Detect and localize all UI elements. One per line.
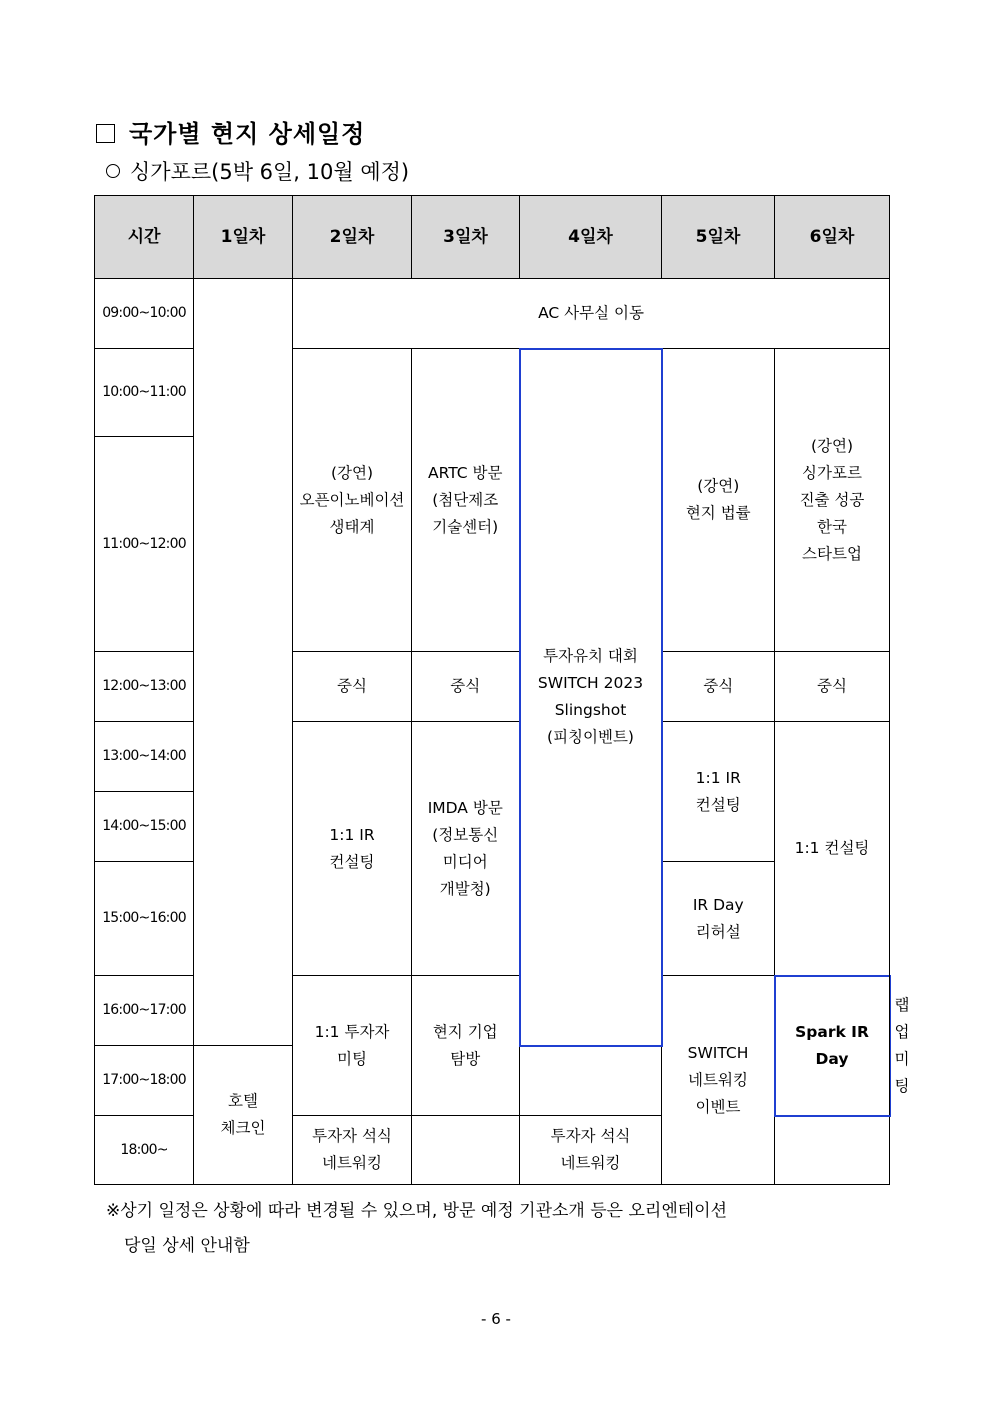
- header-time: 시간: [95, 196, 194, 279]
- cell-text: (강연) 싱가포르 진출 성공 한국 스타트업: [799, 436, 865, 563]
- header-day6: 6일차: [775, 196, 890, 279]
- time-cell: 09:00~10:00: [95, 279, 194, 349]
- day5-lecture-cell: [662, 349, 775, 652]
- cell-text: 1:1 투자자 미팅: [314, 1022, 390, 1068]
- ac-move-cell: AC 사무실 이동: [293, 279, 890, 349]
- header-day2: 2일차: [293, 196, 412, 279]
- day3-lunch-cell: 중식: [412, 652, 520, 722]
- header-day4: 4일차: [520, 196, 662, 279]
- day1-hotel-cell: [194, 1046, 293, 1185]
- day1-empty-cell: [194, 279, 293, 1046]
- cell-text: 투자자 석식 네트워킹: [550, 1127, 631, 1172]
- time-cell: 13:00~14:00: [95, 722, 194, 792]
- header-day5: 5일차: [662, 196, 775, 279]
- cell-text: 호텔 체크인: [220, 1092, 266, 1137]
- time-cell: 15:00~16:00: [95, 862, 194, 976]
- day3-artc-cell: [412, 349, 520, 652]
- cell-text: 현지 기업 탐방: [432, 1022, 498, 1068]
- day2-ir-cell: [293, 722, 412, 976]
- day6-consult-cell: 1:1 컨설팅: [775, 722, 890, 976]
- checkbox-square-icon: [96, 124, 115, 143]
- day2-lunch-cell: 중식: [293, 652, 412, 722]
- heading-text: 국가별 현지 상세일정: [129, 120, 366, 148]
- cell-text: 1:1 IR 컨설팅: [329, 825, 375, 871]
- day4-switch-cell: [520, 349, 662, 1046]
- cell-text: 투자자 석식 네트워킹: [312, 1127, 392, 1172]
- cell-text: SWITCH 네트워킹 이벤트: [687, 1043, 749, 1116]
- cell-text: (강연) 현지 법률: [685, 477, 751, 522]
- section-heading: [96, 114, 365, 149]
- circle-bullet-icon: [106, 164, 120, 178]
- day4-network-cell: [662, 976, 775, 1185]
- page-number: - 6 -: [481, 1310, 511, 1328]
- day5-dinner-cell: [520, 1116, 662, 1185]
- day5-lunch-cell: 중식: [662, 652, 775, 722]
- time-cell: 11:00~12:00: [95, 437, 194, 652]
- day3-empty-cell: [412, 1116, 520, 1185]
- day6-lecture-cell: [775, 349, 890, 652]
- schedule-table: [94, 195, 910, 1185]
- header-day3: 3일차: [412, 196, 520, 279]
- table-row: [95, 279, 890, 349]
- day5-ir-cell: [662, 722, 775, 862]
- time-cell: 16:00~17:00: [95, 976, 194, 1046]
- cell-text: ARTC 방문 (첨단제조 기술센터): [427, 463, 503, 536]
- time-cell: 17:00~18:00: [95, 1046, 194, 1116]
- time-cell: 18:00~: [95, 1116, 194, 1185]
- cell-text: IMDA 방문 (정보통신 미디어 개발청): [427, 798, 503, 898]
- cell-text: Spark IR Day: [795, 1022, 869, 1068]
- day3-visit-cell: [412, 976, 520, 1116]
- footnote-line: 당일 상세 안내함: [124, 1236, 250, 1256]
- day5-spark-cell: [775, 976, 890, 1116]
- footnote-line: ※상기 일정은 상황에 따라 변경될 수 있으며, 방문 예정 기관소개 등은 오리엔테이션: [106, 1201, 728, 1221]
- day6-empty-cell: [775, 1116, 890, 1185]
- day6-lunch-cell: 중식: [775, 652, 890, 722]
- day2-dinner-cell: [293, 1116, 412, 1185]
- subheading-text: 싱가포르(5박 6일, 10월 예정): [130, 160, 410, 184]
- day2-meeting-cell: [293, 976, 412, 1116]
- day5-irday-cell: [662, 862, 775, 976]
- time-cell: 12:00~13:00: [95, 652, 194, 722]
- day3-imda-cell: [412, 722, 520, 976]
- cell-text: 투자유치 대회 SWITCH 2023 Slingshot (피칭이벤트): [537, 647, 644, 746]
- table-row: 16:00~17:00 1:1 투자자 미팅 현지 기업 탐방 SWITCH 네트워킹 이벤트 Spark IR Day 랩업미팅: [95, 976, 890, 1046]
- day2-lecture-cell: [293, 349, 412, 652]
- header-row: [95, 196, 890, 279]
- cell-text: (강연) 오픈이노베이션 생태계: [299, 463, 405, 536]
- time-cell: 14:00~15:00: [95, 792, 194, 862]
- cell-text: 1:1 IR 컨설팅: [695, 768, 741, 814]
- cell-text: IR Day 리허설: [692, 895, 744, 941]
- footnote: [106, 1194, 896, 1264]
- header-day1: 1일차: [194, 196, 293, 279]
- subheading: [106, 156, 409, 186]
- time-cell: 10:00~11:00: [95, 349, 194, 437]
